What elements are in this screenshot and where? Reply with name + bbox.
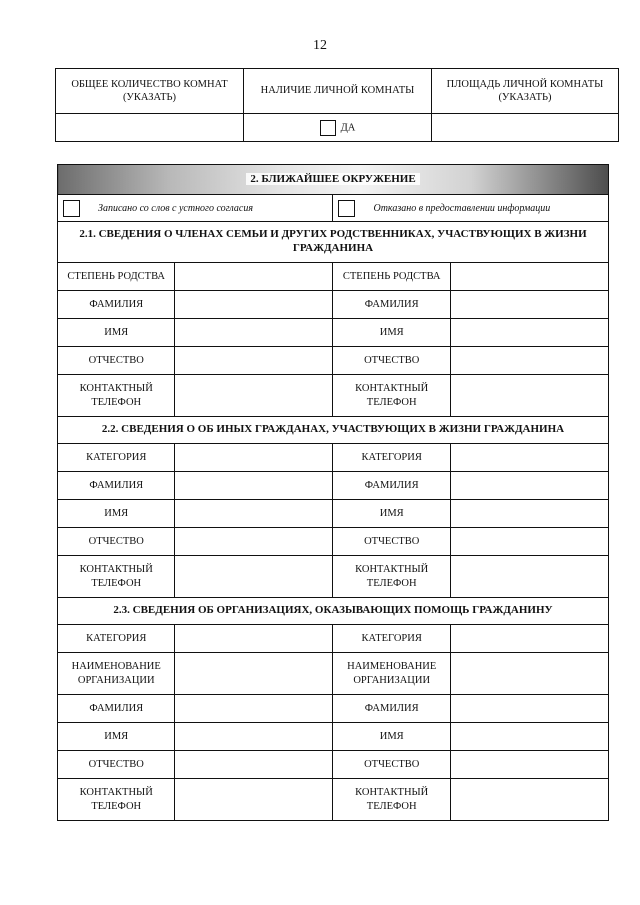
citizen-1-category-field[interactable] (175, 444, 333, 472)
consent-refused-cell (333, 195, 609, 222)
citizen-1-name-field[interactable] (175, 500, 333, 528)
own-room-header: НАЛИЧИЕ ЛИЧНОЙ КОМНАТЫ (244, 69, 432, 114)
section-2-3-title: 2.3. СВЕДЕНИЯ ОБ ОРГАНИЗАЦИЯХ, ОКАЗЫВАЮЩИХ ПОМОЩЬ ГРАЖДАНИНУ (58, 598, 609, 625)
citizen-2-name-field[interactable] (450, 500, 608, 528)
citizen-1-patronymic-field[interactable] (175, 528, 333, 556)
relative-degree-label: СТЕПЕНЬ РОДСТВА (333, 263, 450, 291)
total-rooms-header: ОБЩЕЕ КОЛИЧЕСТВО КОМНАТ (УКАЗАТЬ) (56, 69, 244, 114)
name-label: ИМЯ (58, 319, 175, 347)
phone-label: КОНТАКТНЫЙ ТЕЛЕФОН (333, 779, 450, 821)
phone-label: КОНТАКТНЫЙ ТЕЛЕФОН (58, 779, 175, 821)
phone-label: КОНТАКТНЫЙ ТЕЛЕФОН (333, 556, 450, 598)
section-2-2-title: 2.2. СВЕДЕНИЯ О ОБ ИНЫХ ГРАЖДАНАХ, УЧАСТВУЮЩИХ В ЖИЗНИ ГРАЖДАНИНА (58, 417, 609, 444)
category-label: КАТЕГОРИЯ (333, 625, 450, 653)
relative-2-name-field[interactable] (450, 319, 608, 347)
org-1-name-person-field[interactable] (175, 723, 333, 751)
org-1-surname-field[interactable] (175, 695, 333, 723)
org-name-label: НАИМЕНОВАНИЕ ОРГАНИЗАЦИИ (333, 653, 450, 695)
patronymic-label: ОТЧЕСТВО (333, 751, 450, 779)
name-label: ИМЯ (333, 319, 450, 347)
phone-label: КОНТАКТНЫЙ ТЕЛЕФОН (58, 556, 175, 598)
org-1-phone-field[interactable] (175, 779, 333, 821)
patronymic-label: ОТЧЕСТВО (58, 528, 175, 556)
page-number: 12 (313, 38, 327, 53)
relative-1-phone-field[interactable] (175, 375, 333, 417)
patronymic-label: ОТЧЕСТВО (58, 751, 175, 779)
category-label: КАТЕГОРИЯ (58, 444, 175, 472)
own-room-field (244, 114, 432, 142)
name-label: ИМЯ (58, 723, 175, 751)
relative-degree-label: СТЕПЕНЬ РОДСТВА (58, 263, 175, 291)
org-2-patronymic-field[interactable] (450, 751, 608, 779)
surname-label: ФАМИЛИЯ (58, 291, 175, 319)
org-2-name-person-field[interactable] (450, 723, 608, 751)
close-environment-table (57, 164, 609, 821)
own-room-area-header: ПЛОЩАДЬ ЛИЧНОЙ КОМНАТЫ (УКАЗАТЬ) (432, 69, 619, 114)
consent-recorded-label: Записано со слов с устного согласия (98, 202, 253, 214)
category-label: КАТЕГОРИЯ (333, 444, 450, 472)
category-label: КАТЕГОРИЯ (58, 625, 175, 653)
org-1-category-field[interactable] (175, 625, 333, 653)
patronymic-label: ОТЧЕСТВО (333, 347, 450, 375)
section-2-1-title: 2.1. СВЕДЕНИЯ О ЧЛЕНАХ СЕМЬИ И ДРУГИХ РОДСТВЕННИКАХ, УЧАСТВУЮЩИХ В ЖИЗНИ ГРАЖДАНИНА (58, 222, 609, 263)
org-name-label: НАИМЕНОВАНИЕ ОРГАНИЗАЦИИ (58, 653, 175, 695)
org-1-patronymic-field[interactable] (175, 751, 333, 779)
org-1-name-field[interactable] (175, 653, 333, 695)
org-2-category-field[interactable] (450, 625, 608, 653)
surname-label: ФАМИЛИЯ (333, 291, 450, 319)
housing-table (55, 68, 619, 142)
relative-2-phone-field[interactable] (450, 375, 608, 417)
patronymic-label: ОТЧЕСТВО (58, 347, 175, 375)
relative-1-patronymic-field[interactable] (175, 347, 333, 375)
citizen-1-phone-field[interactable] (175, 556, 333, 598)
relative-2-surname-field[interactable] (450, 291, 608, 319)
phone-label: КОНТАКТНЫЙ ТЕЛЕФОН (58, 375, 175, 417)
surname-label: ФАМИЛИЯ (58, 472, 175, 500)
relative-2-degree-field[interactable] (450, 263, 608, 291)
surname-label: ФАМИЛИЯ (333, 472, 450, 500)
org-2-surname-field[interactable] (450, 695, 608, 723)
name-label: ИМЯ (58, 500, 175, 528)
relative-1-surname-field[interactable] (175, 291, 333, 319)
name-label: ИМЯ (333, 723, 450, 751)
citizen-2-surname-field[interactable] (450, 472, 608, 500)
section-2-title: 2. БЛИЖАЙШЕЕ ОКРУЖЕНИЕ (58, 165, 609, 195)
relative-1-degree-field[interactable] (175, 263, 333, 291)
relative-1-name-field[interactable] (175, 319, 333, 347)
citizen-1-surname-field[interactable] (175, 472, 333, 500)
own-room-yes-label: ДА (340, 121, 356, 133)
name-label: ИМЯ (333, 500, 450, 528)
surname-label: ФАМИЛИЯ (333, 695, 450, 723)
citizen-2-patronymic-field[interactable] (450, 528, 608, 556)
consent-refused-label: Отказано в предоставлении информации (373, 202, 551, 214)
consent-refused-checkbox[interactable] (338, 200, 355, 217)
org-2-name-field[interactable] (450, 653, 608, 695)
total-rooms-field[interactable] (56, 114, 244, 142)
consent-recorded-cell (58, 195, 333, 222)
citizen-2-category-field[interactable] (450, 444, 608, 472)
own-room-yes-checkbox[interactable] (320, 120, 336, 136)
phone-label: КОНТАКТНЫЙ ТЕЛЕФОН (333, 375, 450, 417)
surname-label: ФАМИЛИЯ (58, 695, 175, 723)
patronymic-label: ОТЧЕСТВО (333, 528, 450, 556)
consent-recorded-checkbox[interactable] (63, 200, 80, 217)
citizen-2-phone-field[interactable] (450, 556, 608, 598)
org-2-phone-field[interactable] (450, 779, 608, 821)
relative-2-patronymic-field[interactable] (450, 347, 608, 375)
own-room-area-field[interactable] (432, 114, 619, 142)
